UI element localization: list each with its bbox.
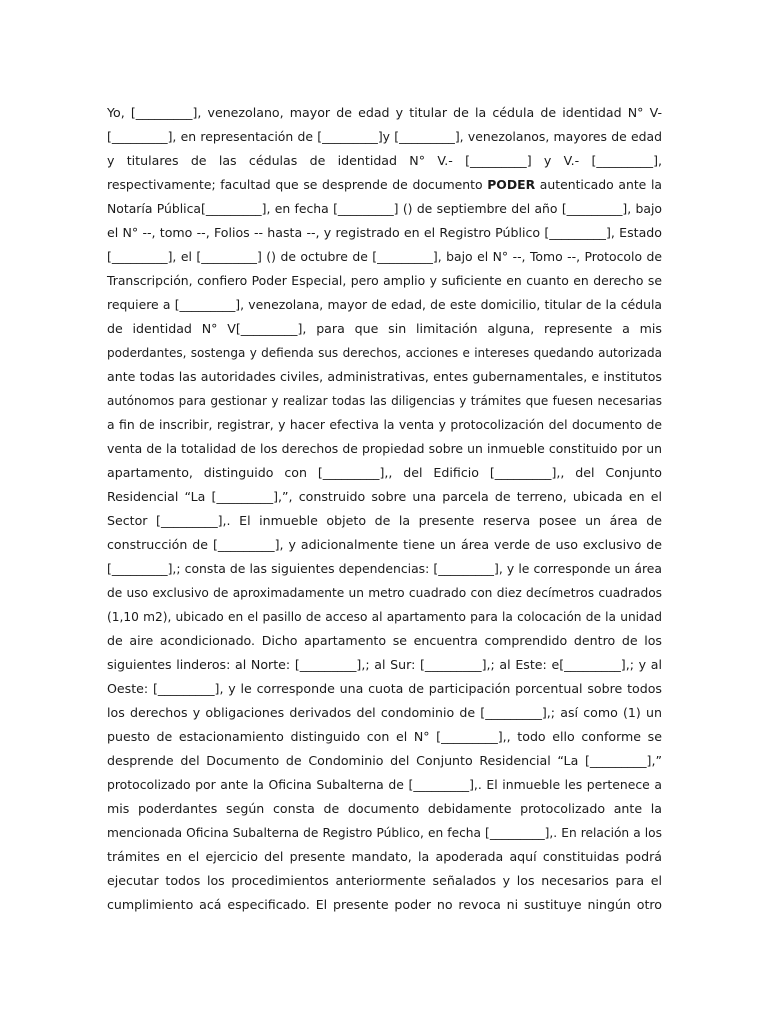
text-line: el N° --, tomo --, Folios -- hasta --, y registrado en el Registro Público [_________], Estado [107,225,662,240]
text-line: Yo, [_________], venezolano, mayor de edad y titular de la cédula de identidad N° V- [107,105,662,120]
text-line: de aire acondicionado. Dicho apartamento se encuentra comprendido dentro de los [107,633,662,648]
text-line: Oeste: [_________], y le corresponde una cuota de participación porcentual sobre todos [107,681,662,696]
text-line: y titulares de las cédulas de identidad N° V.- [_________] y V.- [_________], [107,153,662,168]
text-line: poderdantes, sostenga y defienda sus derechos, acciones e intereses quedando autorizada [107,346,662,360]
text-line: mencionada Oficina Subalterna de Registro Público, en fecha [_________],. En relación a los [107,826,662,840]
text-line: siguientes linderos: al Norte: [_________],; al Sur: [_________],; al Este: e[_________],; y al [107,657,662,672]
text-line: ante todas las autoridades civiles, administrativas, entes gubernamentales, e institutos [107,369,662,384]
text-line [107,173,662,197]
text-line: construcción de [_________], y adicionalmente tiene un área verde de uso exclusivo de [107,537,662,552]
text-line: requiere a [_________], venezolana, mayor de edad, de este domicilio, titular de la cédula [107,297,662,312]
text-line: [_________], el [_________] () de octubre de [_________], bajo el N° --, Tomo --, Protocolo de [107,249,662,264]
text-line: Notaría Pública[_________], en fecha [_________] () de septiembre del año [_________], bajo [107,201,662,216]
document-body [107,101,662,917]
bold-keyword: PODER [487,177,536,192]
text-segment: autenticado ante la [535,177,662,192]
text-line: Residencial “La [_________],”, construido sobre una parcela de terreno, ubicada en el [107,489,662,504]
text-line: Sector [_________],. El inmueble objeto de la presente reserva posee un área de [107,513,662,528]
text-line: de uso exclusivo de aproximadamente un metro cuadrado con diez decímetros cuadrados [107,586,662,600]
text-line: trámites en el ejercicio del presente mandato, la apoderada aquí constituidas podrá [107,849,662,864]
text-line: cumplimiento acá especificado. El presente poder no revoca ni sustituye ningún otro [107,897,662,912]
text-line: protocolizado por ante la Oficina Subalterna de [_________],. El inmueble les pertenece a [107,777,662,792]
text-line: puesto de estacionamiento distinguido con el N° [_________],, todo ello conforme se [107,729,662,744]
text-line: ejecutar todos los procedimientos anteriormente señalados y los necesarios para el [107,873,662,888]
text-line: los derechos y obligaciones derivados del condominio de [_________],; así como (1) un [107,705,662,720]
text-line: apartamento, distinguido con [_________],, del Edificio [_________],, del Conjunto [107,465,662,480]
text-line: desprende del Documento de Condominio del Conjunto Residencial “La [_________],” [107,753,662,768]
text-line: mis poderdantes según consta de documento debidamente protocolizado ante la [107,801,662,816]
text-segment: respectivamente; facultad que se desprende de documento [107,177,488,192]
text-line: Transcripción, confiero Poder Especial, pero amplio y suficiente en cuanto en derecho se [107,273,662,288]
text-line: de identidad N° V[_________], para que sin limitación alguna, represente a mis [107,321,662,336]
text-line: a fin de inscribir, registrar, y hacer efectiva la venta y protocolización del documento de [107,417,662,432]
text-line: autónomos para gestionar y realizar todas las diligencias y trámites que fuesen necesarias [107,394,662,408]
text-line: venta de la totalidad de los derechos de propiedad sobre un inmueble constituido por un [107,441,662,456]
text-line: (1,10 m2), ubicado en el pasillo de acceso al apartamento para la colocación de la unidad [107,610,662,624]
text-line: [_________], en representación de [_________]y [_________], venezolanos, mayores de edad [107,129,662,144]
text-line: [_________],; consta de las siguientes dependencias: [_________], y le corresponde un área [107,561,662,576]
